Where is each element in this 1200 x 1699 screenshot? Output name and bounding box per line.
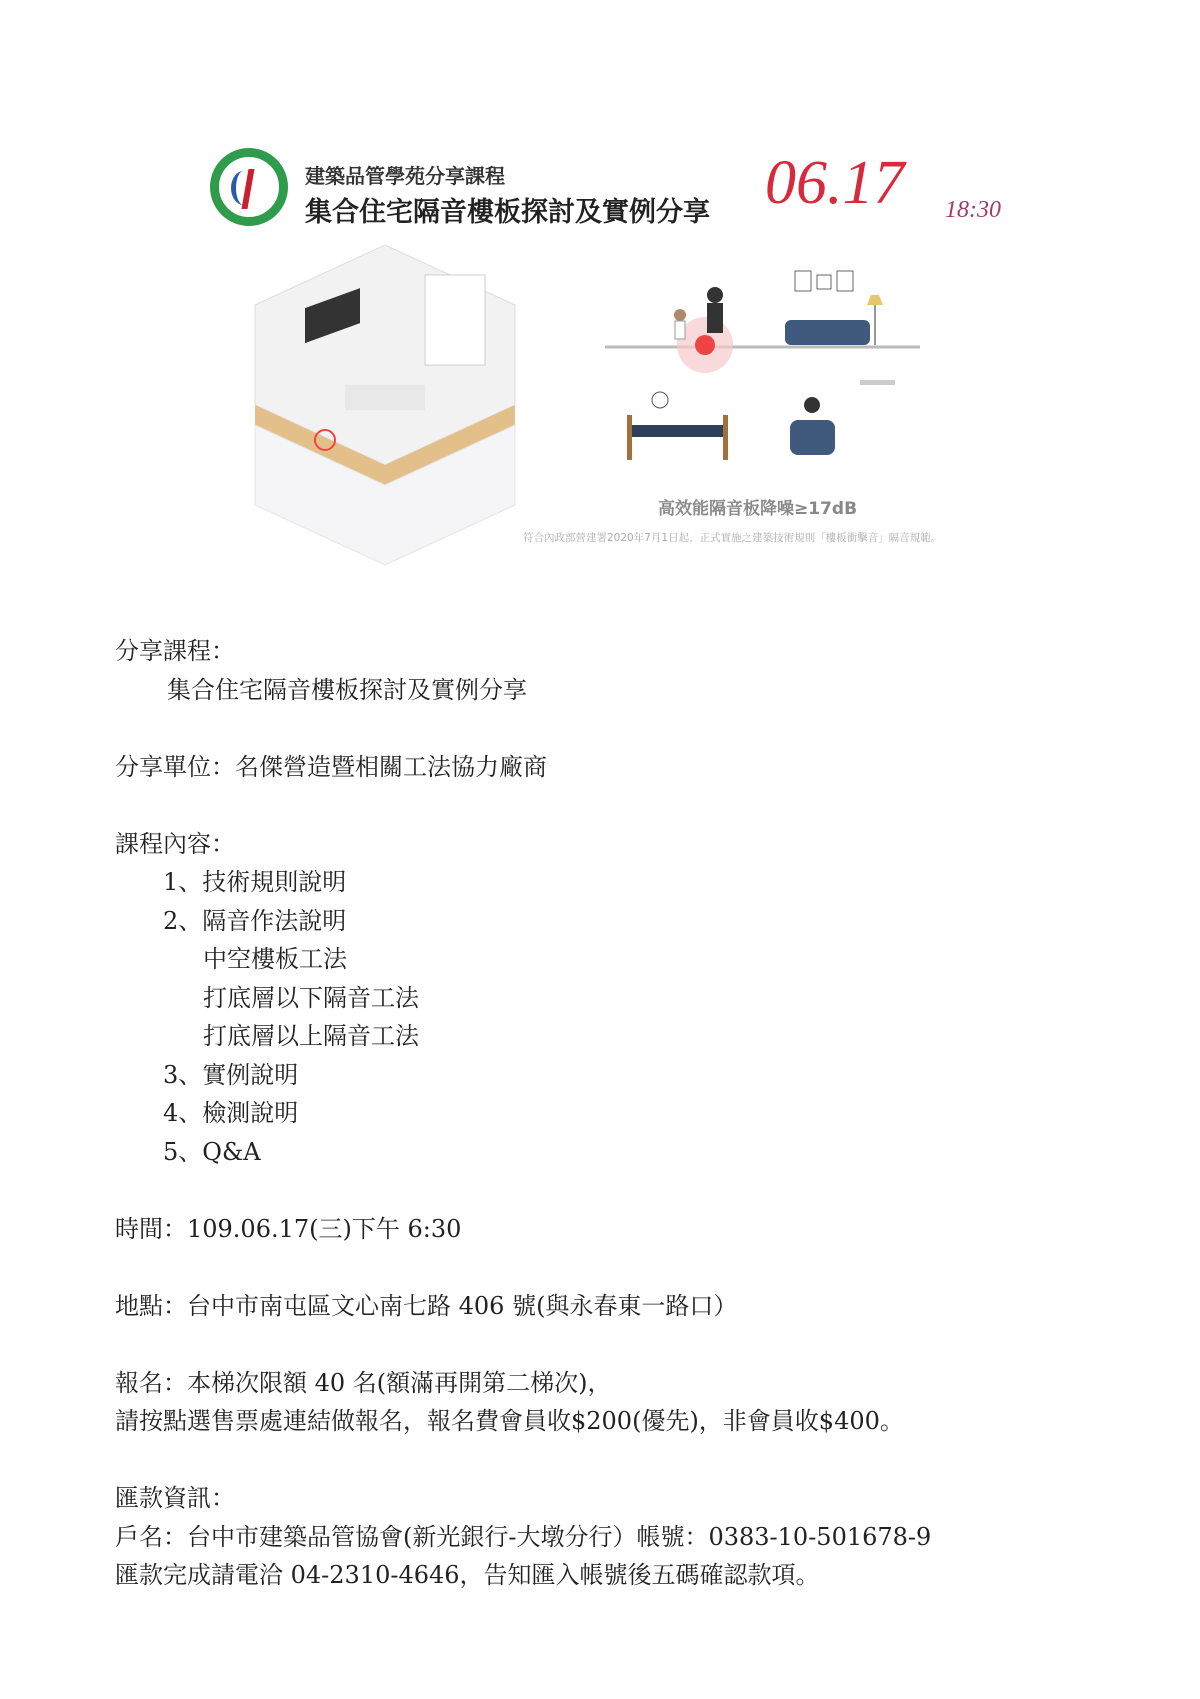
banner-subtitle: 建築品管學苑分享課程 <box>305 164 505 188</box>
course-label: 分享課程： <box>115 637 235 665</box>
remittance-account: 戶名：台中市建築品管協會(新光銀行-大墩分行）帳號：0383-10-501678-9 <box>115 1522 932 1551</box>
outline-subitem: 打底層以下隔音工法 <box>203 983 419 1012</box>
association-logo <box>210 148 288 226</box>
outline-item: 4、檢測說明 <box>163 1099 299 1127</box>
event-details <box>115 632 931 1595</box>
registration-line-1: 報名：本梯次限額 40 名(額滿再開第二梯次)， <box>115 1368 612 1397</box>
outline-item: 2、隔音作法說明 <box>163 906 347 935</box>
outline-item: 1、技術規則說明 <box>163 868 347 896</box>
remittance-label: 匯款資訊： <box>115 1484 235 1512</box>
event-time: 18:30 <box>945 197 1001 223</box>
remittance-contact: 匯款完成請電洽 04-2310-4646，告知匯入帳號後五碼確認款項。 <box>115 1561 820 1589</box>
course-title: 集合住宅隔音樓板探討及實例分享 <box>167 675 527 704</box>
event-time-text: 時間：109.06.17(三)下午 6:30 <box>115 1214 462 1243</box>
noise-illustration <box>605 265 925 480</box>
caption-regulation-note: 符合內政部營建署2020年7月1日起，正式實施之建築技術規則「樓板衝擊音」隔音規範。 <box>523 532 942 544</box>
registration-line-2: 請按點選售票處連結做報名，報名費會員收$200(優先)，非會員收$400。 <box>115 1407 904 1435</box>
sharing-unit: 分享單位：名傑營造暨相關工法協力廠商 <box>115 752 547 781</box>
banner-title: 集合住宅隔音樓板探討及實例分享 <box>305 197 710 228</box>
apartment-illustration <box>245 245 525 570</box>
outline-item: 5、Q&A <box>163 1137 261 1166</box>
outline-subitem: 中空樓板工法 <box>203 945 347 973</box>
caption-noise-reduction: 高效能隔音板降噪≥17dB <box>658 499 858 519</box>
outline-subitem: 打底層以上隔音工法 <box>203 1022 419 1050</box>
event-date: 06.17 <box>765 149 905 217</box>
event-location: 地點：台中市南屯區文心南七路 406 號(與永春東一路口） <box>115 1291 738 1320</box>
outline-item: 3、實例說明 <box>163 1060 299 1089</box>
outline-label: 課程內容： <box>115 829 235 858</box>
